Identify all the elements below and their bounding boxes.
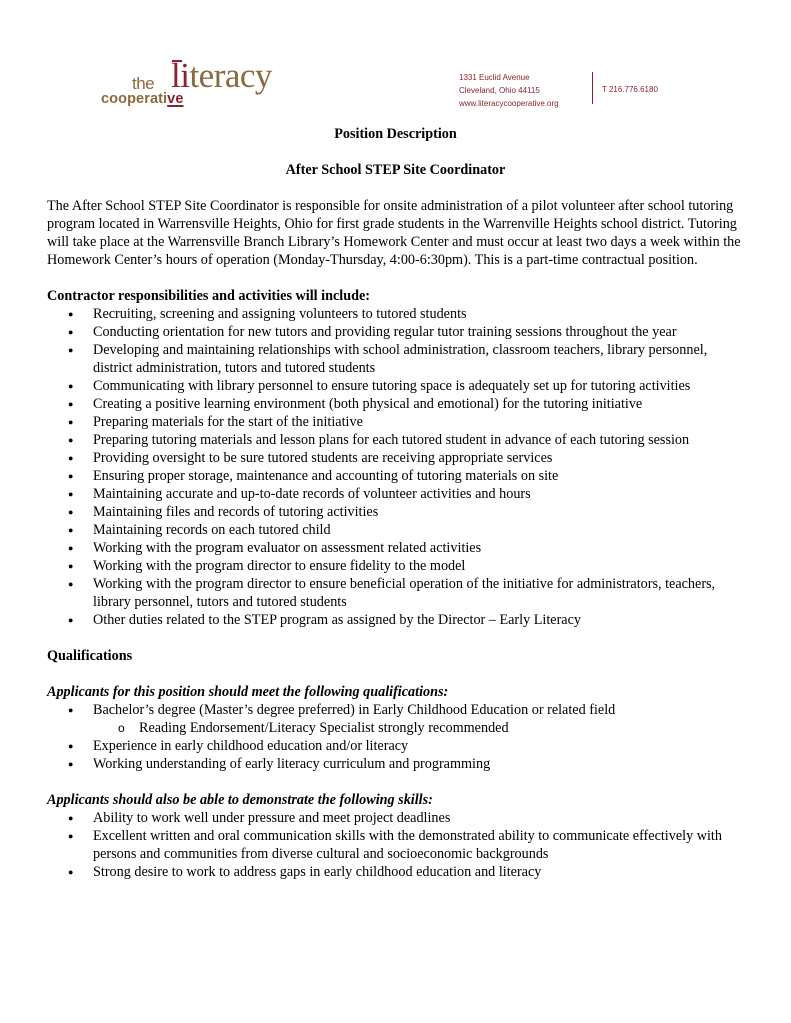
list-item: ● Working with the program director to ensure beneficial operation of the initiative for administrators, teachers, library personnel, tutors and tutored students [47, 575, 747, 611]
letterhead [0, 0, 791, 120]
logo-word-cooperative: cooperative [101, 91, 184, 107]
sub-list-item: o Reading Endorsement/Literacy Specialist strongly recommended [47, 719, 747, 737]
responsibilities-list [47, 305, 747, 629]
qualifications-intro: Applicants for this position should meet the following qualifications: [47, 684, 449, 700]
list-item: ● Preparing tutoring materials and lesson plans for each tutored student in advance of each tutoring session [47, 431, 747, 449]
qualifications-list [47, 701, 747, 719]
qualifications-sublist [47, 719, 747, 737]
header-divider [592, 72, 593, 104]
list-item: ● Conducting orientation for new tutors and providing regular tutor training sessions throughout the year [47, 323, 747, 341]
document-subtitle: After School STEP Site Coordinator [285, 162, 506, 178]
list-item: ● Ability to work well under pressure and meet project deadlines [47, 809, 747, 827]
list-item: ● Excellent written and oral communication skills with the demonstrated ability to communicate effectively with persons and communities from diverse cultural and socioeconomic backgrounds [47, 827, 747, 863]
list-item: ● Developing and maintaining relationships with school administration, classroom teachers, library personnel, district administration, tutors and tutored students [47, 341, 747, 377]
list-item: ● Maintaining files and records of tutoring activities [47, 503, 747, 521]
list-item: ● Other duties related to the STEP program as assigned by the Director – Early Literacy [47, 611, 747, 629]
skills-intro: Applicants should also be able to demonstrate the following skills: [47, 792, 433, 808]
list-item: ● Strong desire to work to address gaps in early childhood education and literacy [47, 863, 747, 881]
address-city: Cleveland, Ohio 44115 [459, 85, 540, 95]
address-block [459, 72, 559, 110]
list-item: ● Bachelor’s degree (Master’s degree preferred) in Early Childhood Education or related field [47, 701, 747, 719]
list-item: ● Providing oversight to be sure tutored students are receiving appropriate services [47, 449, 747, 467]
list-item: ● Ensuring proper storage, maintenance and accounting of tutoring materials on site [47, 467, 747, 485]
document-body [47, 125, 747, 881]
list-item: ● Preparing materials for the start of the initiative [47, 413, 747, 431]
qualifications-list-continued [47, 737, 747, 773]
list-item: ● Communicating with library personnel to ensure tutoring space is adequately set up for tutoring activities [47, 377, 747, 395]
address-website: www.literacycooperative.org [459, 98, 559, 108]
address-street: 1331 Euclid Avenue [459, 73, 530, 82]
list-item: ● Recruiting, screening and assigning volunteers to tutored students [47, 305, 747, 323]
logo-word-the: the [132, 74, 155, 93]
list-item: ● Maintaining accurate and up-to-date records of volunteer activities and hours [47, 485, 747, 503]
list-item: ● Working with the program director to ensure fidelity to the model [47, 557, 747, 575]
list-item: ● Creating a positive learning environment (both physical and emotional) for the tutoring initiative [47, 395, 747, 413]
list-item: ● Working understanding of early literacy curriculum and programming [47, 755, 747, 773]
logo-word-literacy: literacy [171, 56, 272, 95]
literacy-cooperative-logo [100, 58, 300, 112]
list-item: ● Experience in early childhood education and/or literacy [47, 737, 747, 755]
list-item: ● Maintaining records on each tutored child [47, 521, 747, 539]
phone-number: T 216.776.6180 [602, 85, 658, 94]
responsibilities-heading: Contractor responsibilities and activities will include: [47, 288, 371, 304]
intro-paragraph: The After School STEP Site Coordinator is responsible for onsite administration of a pilot volunteer after school tutoring program located in Warrensville Heights, Ohio for first grade students in the Warrenville Heights school district. Tutoring will take place at the Warrensville Branch Library’s Homework Center and must occur at least two days a week within the Homework Center’s hours of operation (Monday-Thursday, 4:00-6:30pm). This is a part-time contractual position. [47, 198, 741, 268]
list-item: ● Working with the program evaluator on assessment related activities [47, 539, 747, 557]
qualifications-heading: Qualifications [47, 648, 133, 664]
skills-list [47, 809, 747, 881]
document-title: Position Description [334, 126, 457, 142]
